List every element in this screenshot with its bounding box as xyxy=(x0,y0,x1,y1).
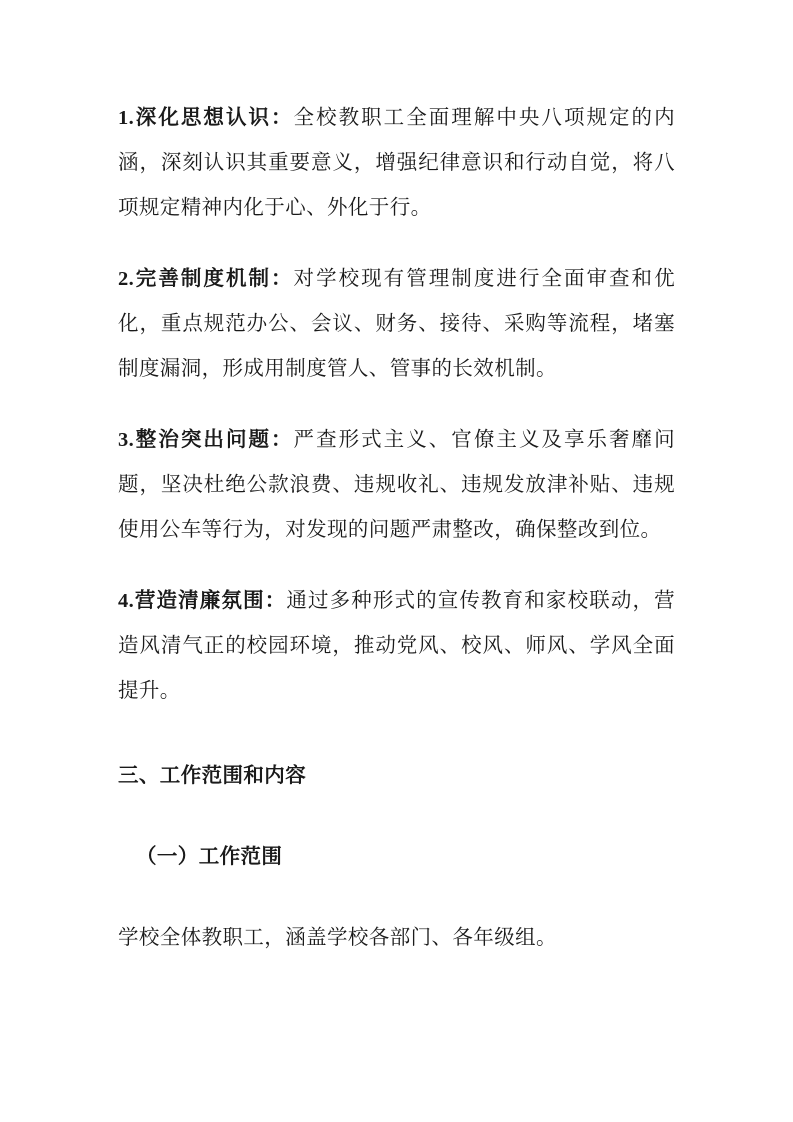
paragraph-item-1 xyxy=(118,96,675,231)
paragraph-text-3: 严查形式主义、官僚主义及享乐奢靡问题，坚决杜绝公款浪费、违规收礼、违规发放津补贴、违规使用公车等行为，对发现的问题严肃整改，确保整改到位。 xyxy=(118,429,675,541)
section-spacer xyxy=(118,740,675,754)
closing-spacer xyxy=(118,906,675,916)
paragraph-lead-1: 1.深化思想认识： xyxy=(118,107,294,129)
paragraph-item-3 xyxy=(118,418,675,553)
paragraph-item-4 xyxy=(118,579,675,714)
paragraph-lead-3: 3.整治突出问题： xyxy=(118,429,294,451)
paragraph-text-1: 全校教职工全面理解中央八项规定的内涵，深刻认识其重要意义，增强纪律意识和行动自觉，将八项规定精神内化于心、外化于行。 xyxy=(118,107,675,219)
paragraph-text-2: 对学校现有管理制度进行全面审查和优化，重点规范办公、会议、财务、接待、采购等流程，堵塞制度漏洞，形成用制度管人、管事的长效机制。 xyxy=(118,268,675,380)
subsection-heading: （一）工作范围 xyxy=(136,846,283,868)
paragraph-item-2 xyxy=(118,257,675,392)
section-heading: 三、工作范围和内容 xyxy=(118,765,307,787)
paragraph-text-4: 通过多种形式的宣传教育和家校联动，营造风清气正的校园环境，推动党风、校风、师风、学风全面提升。 xyxy=(118,590,675,702)
paragraph-lead-2: 2.完善制度机制： xyxy=(118,268,294,290)
closing-paragraph: 学校全体教职工，涵盖学校各部门、各年级组。 xyxy=(118,927,557,949)
subsection-spacer xyxy=(118,825,675,835)
document-body xyxy=(118,96,675,961)
paragraph-lead-4: 4.营造清廉氛围： xyxy=(118,590,287,612)
